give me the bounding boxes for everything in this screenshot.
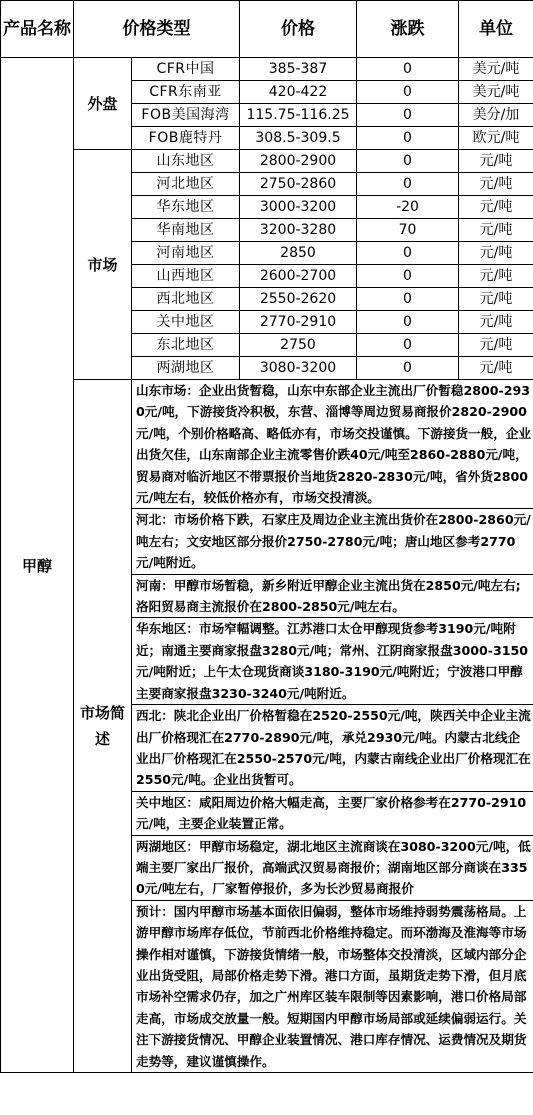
narrative-paragraph-row — [132, 618, 533, 705]
row-name: FOB美国海湾 — [132, 104, 240, 127]
category-outer-market: 外盘 — [74, 58, 132, 150]
category-market-summary: 市场简述 — [74, 380, 132, 1073]
row-change: 0 — [357, 58, 459, 81]
narrative-paragraph: 预计：国内甲醇市场基本面依旧偏弱，整体市场维持弱势震荡格局。上游甲醇市场库存低位，节前西北价格维持稳定。而环渤海及淮海等市场操作相对谨慎，下游接货情绪一般，市场整体交投清淡，区域内部分企业出货受阻，局部价格走势下滑。港口方面，虽期货走势下滑，但月底市场补空需求仍存，加之广州库区装车限制等因素影响，港口价格局部走高，市场成交放量一般。短期国内甲醇市场局部或延续偏弱运行。关注下游接货情况、甲醇企业装置情况、港口库存情况、运费情况及期货走势等，建议谨慎操作。 — [132, 900, 533, 1072]
narrative-paragraph: 关中地区：咸阳周边价格大幅走高，主要厂家价格参考在2770-2910元/吨，主要企业装置正常。 — [132, 791, 533, 835]
row-name: 华南地区 — [132, 219, 240, 242]
table-row — [1, 58, 533, 81]
narrative-paragraph: 山东市场：企业出货暂稳，山东中东部企业主流出厂价暂稳2800-2930元/吨，下游接货冷积极，东营、淄博等周边贸易商报价2820-2900元/吨，个别价格略高、略低亦有，市场交投谨慎。下游接货一般，企业出货欠佳，山东南部企业主流零售价跌40元/吨至2860-2880元/吨，贸易商对临沂地区不带票报价当地货2820-2830元/吨，省外货2800元/吨左右，较低价格亦有，市场交投清淡。 — [132, 380, 533, 509]
row-name: CFR中国 — [132, 58, 240, 81]
narrative-paragraph-row — [132, 574, 533, 618]
header-product: 产品名称 — [1, 1, 74, 58]
row-price: 115.75-116.25 — [240, 104, 357, 127]
row-price: 308.5-309.5 — [240, 127, 357, 150]
row-price: 3200-3280 — [240, 219, 357, 242]
row-unit: 元/吨 — [459, 150, 533, 173]
narrative-paragraph: 两湖地区：甲醇市场稳定，湖北地区主流商谈在3080-3200元/吨，低端主要厂家出厂报价，高端武汉贸易商报价；湖南地区部分商谈在3350元/吨左右，厂家暂停报价，多为长沙贸易商报价 — [132, 835, 533, 900]
narrative-paragraph-row — [132, 791, 533, 835]
row-change: 0 — [357, 334, 459, 357]
narrative-paragraph: 华东地区：市场窄幅调整。江苏港口太仓甲醇现货参考3190元/吨附近；南通主要商家报盘3280元/吨；常州、江阴商家报盘3000-3150元/吨附近；上午太仓现货商谈3180-3190元/吨附近；宁波港口甲醇主要商家报盘3230-3240元/吨附近。 — [132, 618, 533, 705]
row-price: 385-387 — [240, 58, 357, 81]
header-price-type: 价格类型 — [74, 1, 240, 58]
row-unit: 元/吨 — [459, 357, 533, 380]
row-change: 70 — [357, 219, 459, 242]
row-unit: 元/吨 — [459, 242, 533, 265]
narrative-paragraph: 河北：市场价格下跌，石家庄及周边企业主流出货价在2800-2860元/吨左右；文安地区部分报价2750-2780元/吨；唐山地区参考2770元/吨附近。 — [132, 509, 533, 574]
narrative-table — [132, 380, 533, 1072]
row-unit: 元/吨 — [459, 334, 533, 357]
row-name: 华东地区 — [132, 196, 240, 219]
row-change: 0 — [357, 173, 459, 196]
row-price: 2750-2860 — [240, 173, 357, 196]
row-name: FOB鹿特丹 — [132, 127, 240, 150]
header-change: 涨跌 — [357, 1, 459, 58]
row-unit: 元/吨 — [459, 311, 533, 334]
row-price: 2800-2900 — [240, 150, 357, 173]
row-unit: 元/吨 — [459, 265, 533, 288]
narrative-paragraph-row — [132, 900, 533, 1072]
row-unit: 元/吨 — [459, 288, 533, 311]
row-price: 2600-2700 — [240, 265, 357, 288]
row-name: CFR东南亚 — [132, 81, 240, 104]
narrative-paragraph-row — [132, 509, 533, 574]
narrative-holder — [132, 380, 533, 1073]
row-unit: 美元/吨 — [459, 58, 533, 81]
row-name: 山东地区 — [132, 150, 240, 173]
row-change: 0 — [357, 242, 459, 265]
row-change: 0 — [357, 81, 459, 104]
row-change: 0 — [357, 150, 459, 173]
row-name: 两湖地区 — [132, 357, 240, 380]
row-price: 2550-2620 — [240, 288, 357, 311]
row-price: 3000-3200 — [240, 196, 357, 219]
row-unit: 元/吨 — [459, 219, 533, 242]
row-name: 西北地区 — [132, 288, 240, 311]
row-unit: 美元/吨 — [459, 81, 533, 104]
row-unit: 美分/加 — [459, 104, 533, 127]
category-domestic-market: 市场 — [74, 150, 132, 380]
row-unit: 元/吨 — [459, 173, 533, 196]
row-price: 3080-3200 — [240, 357, 357, 380]
narrative-row — [1, 380, 533, 1073]
row-change: 0 — [357, 311, 459, 334]
narrative-paragraph: 西北：陕北企业出厂价格暂稳在2520-2550元/吨，陕西关中企业主流出厂价格现汇在2770-2890元/吨，承兑2930元/吨。内蒙古北线企业出厂价格现汇在2550-2570元/吨，内蒙古南线企业出厂价格现汇在2550元/吨。企业出货暂可。 — [132, 705, 533, 792]
row-price: 2770-2910 — [240, 311, 357, 334]
row-change: 0 — [357, 265, 459, 288]
narrative-paragraph-row — [132, 705, 533, 792]
row-price: 420-422 — [240, 81, 357, 104]
row-unit: 欧元/吨 — [459, 127, 533, 150]
narrative-paragraph-row — [132, 380, 533, 509]
row-change: 0 — [357, 127, 459, 150]
row-name: 东北地区 — [132, 334, 240, 357]
row-price: 2750 — [240, 334, 357, 357]
header-unit: 单位 — [459, 1, 533, 58]
product-name: 甲醇 — [1, 58, 74, 1073]
row-name: 河南地区 — [132, 242, 240, 265]
row-change: 0 — [357, 104, 459, 127]
row-name: 河北地区 — [132, 173, 240, 196]
row-change: -20 — [357, 196, 459, 219]
header-price: 价格 — [240, 1, 357, 58]
narrative-paragraph-row — [132, 835, 533, 900]
row-name: 山西地区 — [132, 265, 240, 288]
header-row — [1, 1, 533, 58]
narrative-paragraph: 河南：甲醇市场暂稳，新乡附近甲醇企业主流出货在2850元/吨左右;洛阳贸易商主流报价在2800-2850元/吨左右。 — [132, 574, 533, 618]
row-price: 2850 — [240, 242, 357, 265]
row-unit: 元/吨 — [459, 196, 533, 219]
row-change: 0 — [357, 357, 459, 380]
row-name: 关中地区 — [132, 311, 240, 334]
table-row — [1, 150, 533, 173]
row-change: 0 — [357, 288, 459, 311]
